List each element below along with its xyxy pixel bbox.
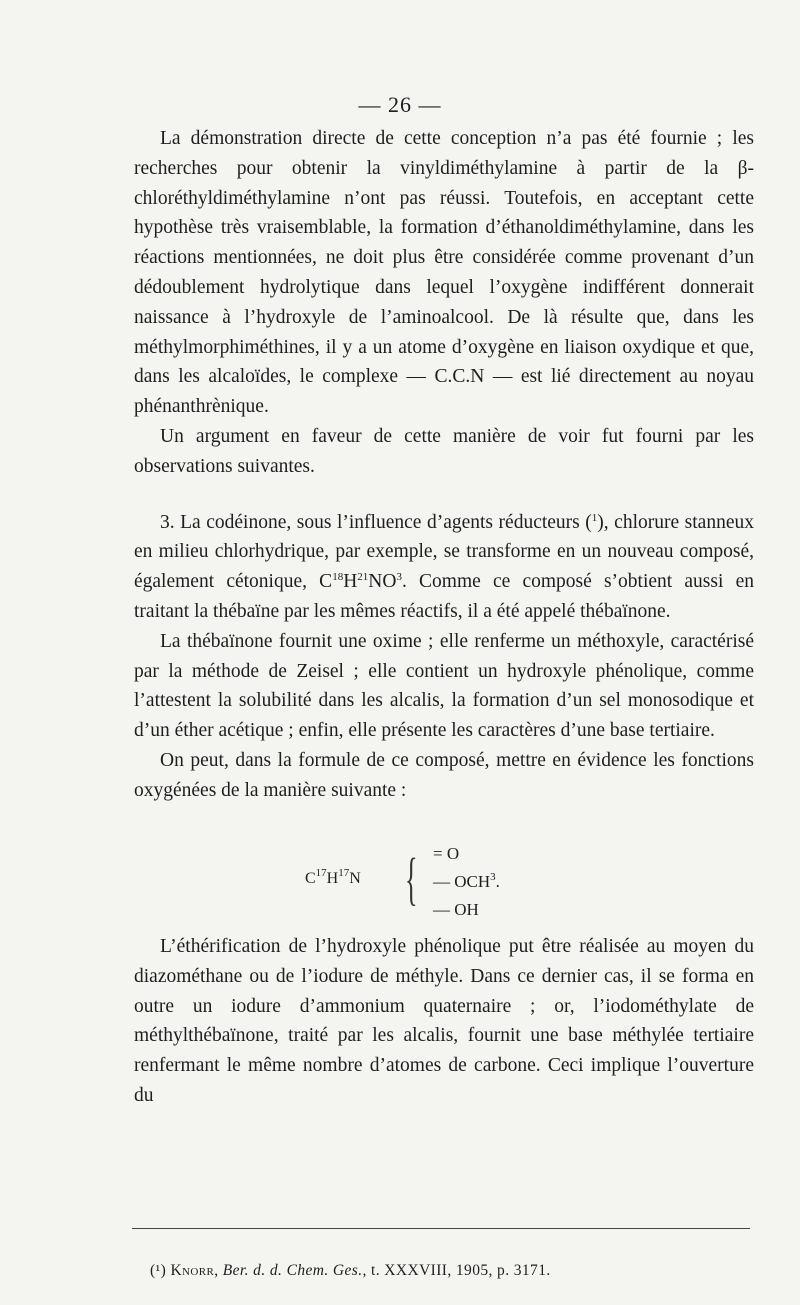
- body-text-top: [134, 124, 754, 806]
- paragraph-3: 3. La codéinone, sous l’influence d’agents réducteurs ($^1$), chlorure stanneux en milieu chlorhydrique, par exemple, se transforme en un nouveau composé, également cétonique, $C^{18}H^{21}NO^3$. Comme ce composé s’obtient aussi en traitant la thébaïne par les mêmes réactifs, il a été appelé thébaïnone.: [134, 511, 754, 622]
- chemical-formula: [0, 838, 800, 928]
- paragraph-4: La thébaïnone fournit une oxime ; elle renferme un méthoxyle, caractérisé par la méthode de Zeisel ; elle contient un hydroxyle phénolique, comme l’attestent la solubilité dans les alcalis, la formation d’un sel monosodique et d’un éther acétique ; enfin, elle présente les caractères d’une base tertiaire.: [134, 630, 754, 742]
- formula-ketone: = O: [433, 844, 460, 863]
- footnote: (¹) Knorr, Ber. d. d. Chem. Ges., t. XXXVIII, 1905, p. 3171.: [150, 1262, 551, 1279]
- formula-base: $C^{17}H^{17}N$: [305, 867, 361, 887]
- paragraph-2: Un argument en faveur de cette manière de voir fut fourni par les observations suivantes.: [134, 425, 754, 477]
- footnote-rule: [132, 1228, 750, 1229]
- body-text-bottom: [134, 932, 754, 1111]
- page-number: — 26 —: [358, 92, 442, 117]
- formula-brace: {: [405, 846, 418, 911]
- paragraph-5: On peut, dans la formule de ce composé, mettre en évidence les fonctions oxygénées de la manière suivante :: [134, 749, 754, 801]
- paragraph-6: L’éthérification de l’hydroxyle phénolique put être réalisée au moyen du diazométhane ou de l’iodure de méthyle. Dans ce dernier cas, il se forma en outre un iodure d’ammonium quaternaire ; or, l’iodométhylate de méthylthébaïnone, traité par les alcalis, fournit une base méthylée tertiaire renfermant le même nombre d’atomes de carbone. Ceci implique l’ouverture du: [134, 936, 754, 1106]
- formula-methoxyl: — OCH$^3$.: [433, 871, 500, 891]
- paragraph-1: La démonstration directe de cette conception n’a pas été fournie ; les recherches pour obtenir la vinyldiméthylamine à partir de la β-chloréthyldiméthylamine n’ont pas réussi. Toutefois, en acceptant cette hypothèse très vraisemblable, la formation d’éthanoldiméthylamine, dans les réactions mentionnées, ne doit plus être considérée comme provenant d’un dédoublement hydrolytique dans lequel l’oxygène indifférent donnerait naissance à l’hydroxyle de l’aminoalcool. De là résulte que, dans les méthylmorphiméthines, il y a un atome d’oxygène en liaison oxydique et que, dans les alcaloïdes, le complexe — C.C.N — est lié directement au noyau phénanthrènique.: [134, 128, 754, 418]
- formula-hydroxyl: — OH: [433, 900, 479, 919]
